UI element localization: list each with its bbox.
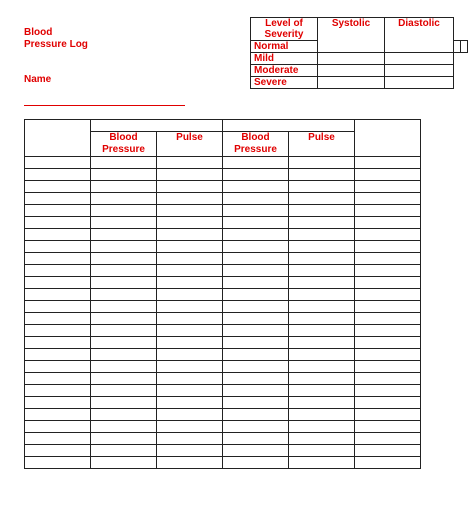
severity-table — [250, 17, 468, 89]
log-cell[interactable] — [223, 361, 289, 373]
log-cell[interactable] — [355, 313, 421, 325]
date-column-header — [25, 120, 91, 157]
log-cell[interactable] — [25, 193, 91, 205]
log-cell[interactable] — [25, 457, 91, 469]
log-cell[interactable] — [25, 241, 91, 253]
log-cell[interactable] — [157, 361, 223, 373]
log-cell[interactable] — [355, 229, 421, 241]
log-cell[interactable] — [223, 421, 289, 433]
log-row — [25, 181, 421, 193]
log-cell[interactable] — [223, 193, 289, 205]
log-cell[interactable] — [25, 385, 91, 397]
log-cell[interactable] — [91, 445, 157, 457]
log-cell[interactable] — [289, 313, 355, 325]
title-line-1: Blood — [24, 27, 53, 38]
log-cell[interactable] — [91, 421, 157, 433]
log-cell[interactable] — [223, 217, 289, 229]
log-cell[interactable] — [91, 241, 157, 253]
systolic-header: Systolic — [318, 18, 385, 53]
log-cell[interactable] — [289, 433, 355, 445]
log-cell[interactable] — [157, 205, 223, 217]
log-cell[interactable] — [157, 433, 223, 445]
log-cell[interactable] — [25, 409, 91, 421]
log-cell[interactable] — [91, 361, 157, 373]
log-row — [25, 229, 421, 241]
log-row — [25, 385, 421, 397]
log-cell[interactable] — [223, 445, 289, 457]
severity-header-row — [251, 18, 468, 41]
log-cell[interactable] — [289, 253, 355, 265]
log-cell[interactable] — [289, 421, 355, 433]
name-label: Name — [24, 74, 52, 85]
log-cell[interactable] — [223, 277, 289, 289]
log-cell[interactable] — [157, 385, 223, 397]
log-cell[interactable] — [355, 409, 421, 421]
log-cell[interactable] — [355, 385, 421, 397]
log-cell[interactable] — [157, 157, 223, 169]
log-cell[interactable] — [157, 217, 223, 229]
level-of-severity-header — [251, 18, 318, 41]
log-cell[interactable] — [223, 253, 289, 265]
log-row — [25, 217, 421, 229]
log-cell[interactable] — [355, 181, 421, 193]
severity-level-normal: Normal — [251, 41, 318, 53]
log-cell[interactable] — [157, 325, 223, 337]
log-cell[interactable] — [355, 397, 421, 409]
log-cell[interactable] — [289, 409, 355, 421]
log-cell[interactable] — [91, 433, 157, 445]
log-cell[interactable] — [91, 289, 157, 301]
log-cell[interactable] — [355, 337, 421, 349]
log-cell[interactable] — [91, 301, 157, 313]
severity-level-mild: Mild — [251, 53, 318, 65]
log-cell[interactable] — [289, 325, 355, 337]
log-cell[interactable] — [25, 181, 91, 193]
log-cell[interactable] — [157, 193, 223, 205]
log-row — [25, 313, 421, 325]
log-row — [25, 457, 421, 469]
log-cell[interactable] — [157, 181, 223, 193]
log-cell[interactable] — [289, 397, 355, 409]
log-cell[interactable] — [91, 457, 157, 469]
log-cell[interactable] — [25, 301, 91, 313]
log-cell[interactable] — [355, 169, 421, 181]
log-cell[interactable] — [91, 157, 157, 169]
log-cell[interactable] — [223, 301, 289, 313]
log-cell[interactable] — [157, 349, 223, 361]
log-cell[interactable] — [91, 337, 157, 349]
log-row — [25, 433, 421, 445]
log-cell[interactable] — [157, 373, 223, 385]
log-cell[interactable] — [157, 313, 223, 325]
log-row — [25, 289, 421, 301]
log-cell[interactable] — [355, 301, 421, 313]
severity-level-severe: Severe — [251, 77, 318, 89]
evening-group-header — [223, 120, 355, 132]
log-cell[interactable] — [223, 385, 289, 397]
log-row — [25, 325, 421, 337]
log-cell[interactable] — [355, 241, 421, 253]
log-cell[interactable] — [25, 277, 91, 289]
log-cell[interactable] — [25, 361, 91, 373]
log-cell[interactable] — [25, 337, 91, 349]
log-cell[interactable] — [25, 397, 91, 409]
title-line-2: Pressure Log — [24, 39, 88, 50]
log-cell[interactable] — [289, 265, 355, 277]
log-cell[interactable] — [25, 253, 91, 265]
log-cell[interactable] — [25, 169, 91, 181]
log-cell[interactable] — [223, 325, 289, 337]
log-cell[interactable] — [25, 289, 91, 301]
log-cell[interactable] — [25, 421, 91, 433]
log-cell[interactable] — [289, 229, 355, 241]
log-cell[interactable] — [91, 385, 157, 397]
log-cell[interactable] — [355, 433, 421, 445]
log-cell[interactable] — [355, 457, 421, 469]
log-row — [25, 373, 421, 385]
log-row — [25, 397, 421, 409]
log-cell[interactable] — [223, 433, 289, 445]
log-cell[interactable] — [223, 373, 289, 385]
bp2-line-2: Pressure — [234, 144, 277, 155]
log-cell[interactable] — [355, 157, 421, 169]
log-cell[interactable] — [157, 229, 223, 241]
log-cell[interactable] — [91, 169, 157, 181]
log-cell[interactable] — [157, 301, 223, 313]
log-cell[interactable] — [25, 349, 91, 361]
log-cell[interactable] — [25, 433, 91, 445]
log-cell[interactable] — [289, 349, 355, 361]
log-cell[interactable] — [157, 457, 223, 469]
log-row — [25, 265, 421, 277]
name-input-line[interactable] — [24, 105, 185, 106]
log-cell[interactable] — [157, 265, 223, 277]
log-cell[interactable] — [355, 277, 421, 289]
log-cell[interactable] — [223, 457, 289, 469]
severity-systolic-cell[interactable] — [318, 65, 385, 77]
log-cell[interactable] — [157, 289, 223, 301]
log-cell[interactable] — [91, 349, 157, 361]
log-cell[interactable] — [355, 349, 421, 361]
bp1-line-2: Pressure — [102, 144, 145, 155]
log-cell[interactable] — [355, 325, 421, 337]
log-cell[interactable] — [355, 361, 421, 373]
severity-systolic-cell[interactable] — [318, 77, 385, 89]
log-cell[interactable] — [289, 217, 355, 229]
log-cell[interactable] — [25, 229, 91, 241]
log-cell[interactable] — [289, 373, 355, 385]
log-cell[interactable] — [223, 409, 289, 421]
log-row — [25, 301, 421, 313]
log-cell[interactable] — [289, 169, 355, 181]
log-cell[interactable] — [289, 301, 355, 313]
log-cell[interactable] — [91, 217, 157, 229]
log-cell[interactable] — [25, 373, 91, 385]
severity-row — [251, 77, 468, 89]
log-top-header-row — [25, 120, 421, 132]
log-cell[interactable] — [289, 361, 355, 373]
log-cell[interactable] — [25, 313, 91, 325]
log-row — [25, 421, 421, 433]
log-cell[interactable] — [91, 313, 157, 325]
log-row — [25, 277, 421, 289]
log-cell[interactable] — [223, 169, 289, 181]
log-row — [25, 349, 421, 361]
severity-level-moderate: Moderate — [251, 65, 318, 77]
log-cell[interactable] — [157, 277, 223, 289]
bp1-line-1: Blood — [109, 132, 138, 143]
log-cell[interactable] — [157, 445, 223, 457]
log-cell[interactable] — [355, 265, 421, 277]
log-row — [25, 337, 421, 349]
log-cell[interactable] — [91, 409, 157, 421]
log-cell[interactable] — [289, 337, 355, 349]
log-row — [25, 409, 421, 421]
log-cell[interactable] — [289, 277, 355, 289]
log-cell[interactable] — [25, 217, 91, 229]
log-cell[interactable] — [25, 265, 91, 277]
log-cell[interactable] — [355, 421, 421, 433]
log-cell[interactable] — [91, 253, 157, 265]
log-cell[interactable] — [157, 241, 223, 253]
log-cell[interactable] — [289, 445, 355, 457]
log-cell[interactable] — [289, 241, 355, 253]
log-cell[interactable] — [25, 157, 91, 169]
log-cell[interactable] — [91, 397, 157, 409]
log-cell[interactable] — [91, 277, 157, 289]
severity-systolic-cell[interactable] — [318, 53, 385, 65]
log-cell[interactable] — [157, 421, 223, 433]
log-cell[interactable] — [355, 289, 421, 301]
log-cell[interactable] — [289, 289, 355, 301]
log-cell[interactable] — [25, 325, 91, 337]
level-header-line-2: Severity — [264, 29, 304, 40]
severity-row — [251, 65, 468, 77]
log-cell[interactable] — [289, 181, 355, 193]
log-row — [25, 193, 421, 205]
log-cell[interactable] — [91, 181, 157, 193]
log-cell[interactable] — [223, 337, 289, 349]
log-cell[interactable] — [91, 193, 157, 205]
log-cell[interactable] — [25, 205, 91, 217]
log-cell[interactable] — [289, 457, 355, 469]
log-cell[interactable] — [223, 241, 289, 253]
level-header-line-1: Level of — [265, 18, 303, 29]
log-cell[interactable] — [289, 205, 355, 217]
log-cell[interactable] — [289, 157, 355, 169]
log-cell[interactable] — [157, 337, 223, 349]
blood-pressure-header-2 — [223, 132, 289, 157]
log-cell[interactable] — [289, 193, 355, 205]
log-cell[interactable] — [25, 445, 91, 457]
log-cell[interactable] — [91, 229, 157, 241]
log-cell[interactable] — [91, 325, 157, 337]
page-title — [24, 27, 88, 51]
log-cell[interactable] — [223, 289, 289, 301]
log-cell[interactable] — [223, 229, 289, 241]
blood-pressure-log-table — [24, 119, 421, 469]
log-cell[interactable] — [157, 169, 223, 181]
log-cell[interactable] — [223, 181, 289, 193]
log-row — [25, 445, 421, 457]
log-cell[interactable] — [91, 373, 157, 385]
morning-group-header — [91, 120, 223, 132]
severity-diastolic-cell[interactable] — [385, 65, 454, 77]
notes-column-header — [355, 120, 421, 157]
log-cell[interactable] — [355, 205, 421, 217]
log-row — [25, 361, 421, 373]
severity-diastolic-cell[interactable] — [385, 77, 454, 89]
log-row — [25, 169, 421, 181]
log-cell[interactable] — [223, 157, 289, 169]
diastolic-header: Diastolic — [385, 18, 454, 53]
severity-systolic-cell[interactable] — [454, 41, 461, 53]
log-cell[interactable] — [157, 253, 223, 265]
log-cell[interactable] — [223, 397, 289, 409]
log-cell[interactable] — [355, 217, 421, 229]
log-row — [25, 205, 421, 217]
log-row — [25, 241, 421, 253]
log-row — [25, 157, 421, 169]
log-cell[interactable] — [289, 385, 355, 397]
log-cell[interactable] — [355, 253, 421, 265]
log-cell[interactable] — [355, 193, 421, 205]
pulse-header-2: Pulse — [289, 132, 355, 157]
bp2-line-1: Blood — [241, 132, 270, 143]
severity-diastolic-cell[interactable] — [461, 41, 468, 53]
log-cell[interactable] — [91, 265, 157, 277]
log-cell[interactable] — [355, 373, 421, 385]
log-cell[interactable] — [223, 349, 289, 361]
log-cell[interactable] — [157, 397, 223, 409]
log-cell[interactable] — [91, 205, 157, 217]
severity-row — [251, 53, 468, 65]
pulse-header-1: Pulse — [157, 132, 223, 157]
log-cell[interactable] — [157, 409, 223, 421]
log-cell[interactable] — [223, 265, 289, 277]
log-cell[interactable] — [355, 445, 421, 457]
log-row — [25, 253, 421, 265]
log-cell[interactable] — [223, 205, 289, 217]
blood-pressure-header-1 — [91, 132, 157, 157]
log-cell[interactable] — [223, 313, 289, 325]
severity-diastolic-cell[interactable] — [385, 53, 454, 65]
